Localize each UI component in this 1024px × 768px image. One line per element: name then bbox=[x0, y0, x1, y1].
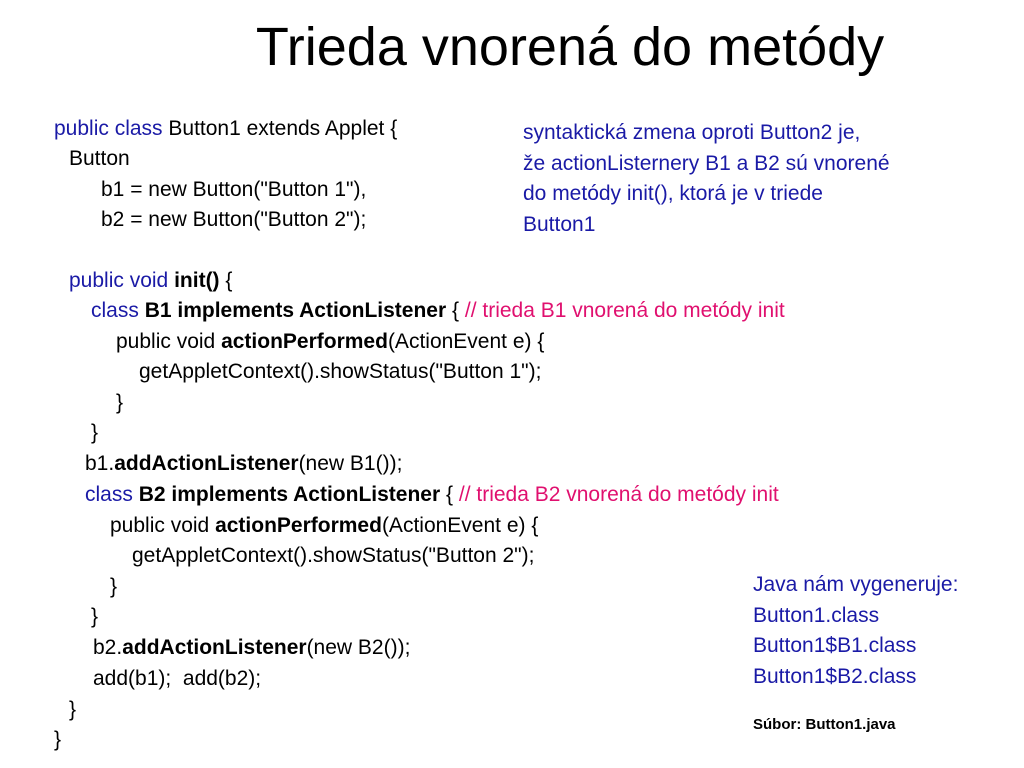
code-line-16: } bbox=[91, 605, 99, 628]
class-declaration: B2 implements ActionListener bbox=[138, 483, 441, 506]
note-generated-classes bbox=[753, 570, 958, 692]
method-name: actionPerformed bbox=[215, 514, 382, 537]
keyword: class bbox=[85, 483, 133, 506]
code-line-10: } bbox=[91, 421, 99, 444]
code-line-5 bbox=[69, 268, 232, 294]
code-line-15: } bbox=[110, 575, 118, 598]
code-text: (ActionEvent e) { bbox=[387, 330, 545, 353]
note-line: že actionListernery B1 a B2 sú vnorené bbox=[523, 151, 890, 175]
note-line: Button1$B2.class bbox=[753, 664, 917, 688]
code-line-14: getAppletContext().showStatus("Button 2"); bbox=[132, 544, 535, 567]
code-line-12 bbox=[85, 482, 779, 508]
code-line-4: b2 = new Button("Button 2"); bbox=[101, 208, 367, 231]
code-comment: // trieda B2 vnorená do metódy init bbox=[458, 483, 779, 506]
code-line-7 bbox=[116, 329, 544, 355]
code-line-1 bbox=[54, 116, 397, 142]
code-text: { bbox=[440, 483, 459, 506]
code-line-17 bbox=[93, 635, 410, 661]
code-line-20: } bbox=[54, 728, 62, 751]
code-line-18: add(b1); add(b2); bbox=[93, 667, 262, 690]
code-line-13 bbox=[110, 513, 538, 539]
code-line-2: Button bbox=[69, 147, 130, 170]
note-syntax-change bbox=[523, 118, 890, 240]
method-name: addActionListener bbox=[122, 636, 307, 659]
note-line: Button1 bbox=[523, 212, 596, 236]
code-line-6 bbox=[91, 298, 785, 324]
code-text: { bbox=[219, 269, 233, 292]
note-line: do metódy init(), ktorá je v triede bbox=[523, 182, 823, 205]
code-text: (new B1()); bbox=[298, 452, 403, 475]
slide-title: Trieda vnorená do metódy bbox=[255, 17, 885, 77]
keyword: public class bbox=[54, 117, 163, 140]
keyword: class bbox=[91, 299, 139, 322]
method-name: addActionListener bbox=[114, 452, 299, 475]
code-line-11 bbox=[85, 451, 402, 477]
code-line-9: } bbox=[116, 391, 124, 414]
code-text: public void bbox=[116, 330, 222, 353]
method-name: actionPerformed bbox=[221, 330, 388, 353]
code-text: b1. bbox=[85, 452, 115, 475]
note-line: Java nám vygeneruje: bbox=[753, 573, 959, 596]
code-text: { bbox=[446, 299, 465, 322]
code-line-3: b1 = new Button("Button 1"), bbox=[101, 178, 367, 201]
class-declaration: B1 implements ActionListener bbox=[144, 299, 447, 322]
code-line-8: getAppletContext().showStatus("Button 1"); bbox=[139, 360, 542, 383]
note-line: Button1$B1.class bbox=[753, 634, 917, 657]
code-comment: // trieda B1 vnorená do metódy init bbox=[464, 299, 785, 322]
method-name: init() bbox=[174, 269, 220, 292]
note-line: Button1.class bbox=[753, 603, 880, 627]
note-line: syntaktická zmena oproti Button2 je, bbox=[523, 121, 861, 144]
code-text: b2. bbox=[93, 636, 123, 659]
keyword: public void bbox=[69, 269, 169, 292]
code-text: (new B2()); bbox=[306, 636, 411, 659]
code-text: Button1 extends Applet { bbox=[162, 117, 398, 140]
file-label: Súbor: Button1.java bbox=[753, 716, 896, 733]
code-text: public void bbox=[110, 514, 216, 537]
code-text: (ActionEvent e) { bbox=[381, 514, 539, 537]
code-line-19: } bbox=[69, 698, 77, 721]
